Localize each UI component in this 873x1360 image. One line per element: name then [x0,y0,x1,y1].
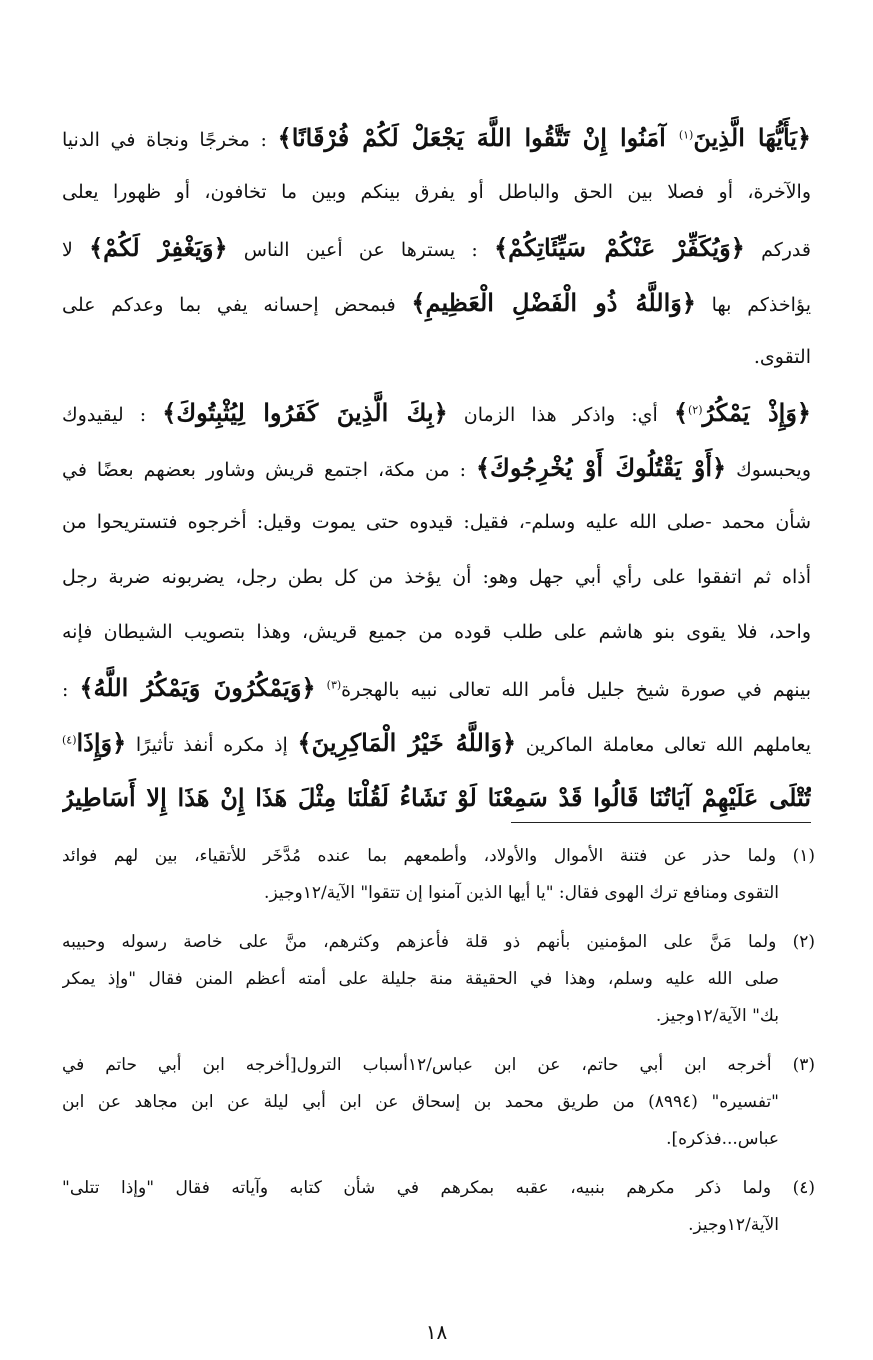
footnote-line: (٤) ولما ذكر مكرهم بنبيه، عقبه بمكرهم في شأن كتابه وآياته فقال "وإذا تتلى" [62,1178,815,1198]
quran-verse: ﴿أَوْ يَقْتُلُوكَ أَوْ يُخْرِجُوكَ﴾ [475,453,727,482]
commentary-text: والآخرة، أو فصلا بين الحق والباطل أو يفرق بينكم وبين ما تخافون، أو ظهورا يعلى [62,181,811,203]
commentary-text: فبمحض إحسانه يفي بما وعدكم على [62,294,412,316]
text-line [62,165,811,220]
commentary-text: إذ مكره أنفذ تأثيرًا [126,734,298,756]
commentary-text: : مخرجًا ونجاة في الدنيا [62,129,278,151]
commentary-text: يؤاخذكم بها [695,294,811,316]
footnote-line: بك" الآية/١٢وجيز. [655,1006,779,1026]
commentary-text: : من مكة، اجتمع قريش وشاور بعضهم بعضًا في [62,459,476,481]
footnote-line: صلى الله عليه وسلم، وهذا في الحقيقة منة جليلة على أمته أعظم المنن فقال "وإذ يمكر [62,969,779,989]
text-line [62,550,811,605]
commentary-text: ويحبسوك [726,459,811,481]
page-number: ١٨ [425,1320,448,1344]
quran-verse: ﴿وَيَمْكُرُونَ وَيَمْكُرُ اللَّهُ﴾ [79,673,316,702]
commentary-text: بينهم في صورة شيخ جليل فأمر الله تعالى نبيه بالهجرة [341,679,811,701]
text-line [62,330,811,385]
commentary-text: التقوى. [753,346,811,368]
footnote [62,1170,815,1244]
main-text [62,110,811,825]
quran-verse: ﴿وَإِذْ يَمْكُرُ [702,398,811,427]
text-line [62,495,811,550]
footnote [62,838,815,912]
text-line [62,770,811,825]
text-line [62,220,811,275]
footnote-line: التقوى ومنافع ترك الهوى فقال: "يا أيها الذين آمنوا إن تتقوا" الآية/١٢وجيز. [264,883,779,903]
quran-verse: ﴿وَاللَّهُ خَيْرُ الْمَاكِرِينَ﴾ [297,728,517,757]
quran-verse: ﴿وَإِذَا [76,728,127,757]
footnote-line: (١) ولما حذر عن فتنة الأموال والأولاد، وأطمعهم بما عنده مُدَّخَر للأتقياء، بين لهم فوائد [62,846,815,866]
commentary-text: لا [62,239,90,261]
footnote-divider [511,822,811,823]
commentary-text [316,679,327,701]
quran-verse: آمَنُوا إِنْ تَتَّقُوا اللَّهَ يَجْعَلْ لَكُمْ فُرْقَانًا﴾ [277,123,679,152]
footnote-ref: (٣) [326,678,342,692]
text-line [62,605,811,660]
quran-verse: ﴿بِكَ الَّذِينَ كَفَرُوا لِيُثْبِتُوكَ﴾ [162,398,448,427]
footnote [62,924,815,1035]
commentary-text: : [62,679,80,701]
quran-verse: تُتْلَى عَلَيْهِمْ آيَاتُنَا قَالُوا قَدْ سَمِعْنَا لَوْ نَشَاءُ لَقُلْنَا مِثْلَ هَذَا إِنْ هَذَا إِلا أَسَاطِيرُ [62,783,811,812]
text-line [62,440,811,495]
quran-verse: ﴿وَيُكَفِّرْ عَنْكُمْ سَيِّئَاتِكُمْ﴾ [494,233,745,262]
quran-verse: ﴾ [673,398,688,427]
commentary-text: شأن محمد -صلى الله عليه وسلم-، فقيل: قيدوه حتى يموت وقيل: أخرجوه فتستريحوا من [62,511,811,533]
text-line [62,715,811,770]
commentary-text: يعاملهم الله تعالى معاملة الماكرين [516,734,811,756]
footnote-line: (٢) ولما مَنَّ على المؤمنين بأنهم ذو قلة فأعزهم وكثرهم، منَّ على خاصة رسوله وحبيبه [62,932,815,952]
footnote-ref: (٤) [62,733,77,747]
footnotes [62,838,815,1256]
text-line [62,275,811,330]
footnote-line: الآية/١٢وجيز. [688,1215,779,1235]
footnote-line: (٣) أخرجه ابن أبي حاتم، عن ابن عباس/١٢أسباب الترول[أخرجه ابن أبي حاتم في [62,1055,815,1075]
quran-verse: ﴿يَأَيُّهَا الَّذِينَ [693,123,811,152]
commentary-text: : ليقيدوك [62,404,163,426]
footnote-line: عباس...فذكره]. [666,1129,779,1149]
commentary-text: أذاه ثم اتفقوا على رأي أبي جهل وهو: أن يؤخذ من كل بطن رجل، يضربونه ضربة رجل [62,566,811,588]
commentary-text: أي: واذكر هذا الزمان [447,404,674,426]
quran-verse: ﴿وَيَغْفِرْ لَكُمْ﴾ [89,233,228,262]
commentary-text: قدركم [744,239,811,261]
quran-verse: ﴿وَاللَّهُ ذُو الْفَضْلِ الْعَظِيمِ﴾ [411,288,696,317]
footnote [62,1047,815,1158]
text-line [62,110,811,165]
footnote-ref: (٢) [688,403,703,417]
commentary-text: : يسترها عن أعين الناس [227,239,495,261]
footnote-ref: (١) [678,128,694,142]
footnote-line: "تفسيره" (٨٩٩٤) من طريق محمد بن إسحاق عن ابن أبي ليلة عن ابن مجاهد عن ابن [62,1092,779,1112]
commentary-text: واحد، فلا يقوى بنو هاشم على طلب قوده من جميع قريش، وهذا بتصويب الشيطان فإنه [62,621,811,643]
text-line [62,660,811,715]
text-line [62,385,811,440]
